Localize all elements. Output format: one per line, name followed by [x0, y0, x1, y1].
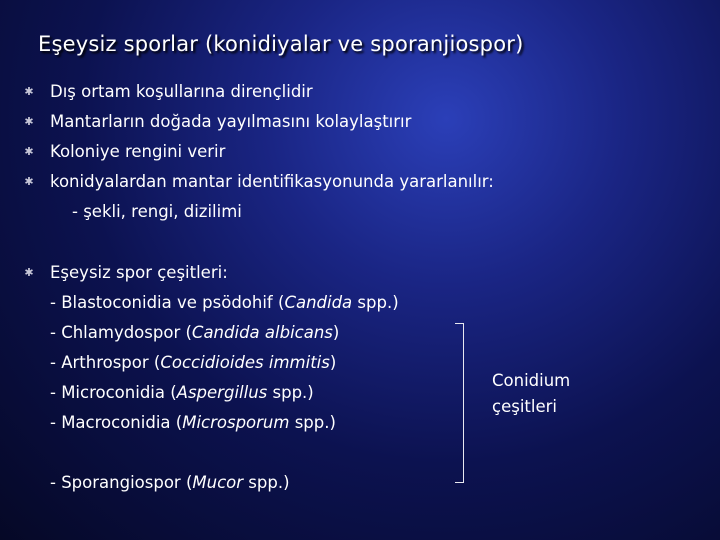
bullet-text: Dış ortam koşullarına dirençlidir	[50, 82, 313, 101]
spore-type: - Blastoconidia ve psödohif (Candida spp.)	[50, 293, 399, 312]
spore-type: - Arthrospor (Coccidioides immitis)	[50, 353, 337, 372]
spore-type: - Microconidia (Aspergillus spp.)	[50, 383, 314, 402]
bracket-label-line: çeşitleri	[492, 397, 557, 416]
bullet-text: konidyalardan mantar identifikasyonunda yararlanılır:	[50, 172, 494, 191]
identification-note: - şekli, rengi, dizilimi	[72, 202, 242, 221]
bullet-text: Mantarların doğada yayılmasını kolaylaştırır	[50, 112, 412, 131]
gear-icon: ✱	[24, 145, 34, 158]
bracket-label-line: Conidium	[492, 371, 571, 390]
bullet-text: Koloniye rengini verir	[50, 142, 226, 161]
gear-icon: ✱	[24, 266, 34, 279]
spore-type: - Sporangiospor (Mucor spp.)	[50, 473, 290, 492]
gear-icon: ✱	[24, 85, 34, 98]
types-heading: Eşeysiz spor çeşitleri:	[50, 263, 228, 282]
spore-type: - Macroconidia (Microsporum spp.)	[50, 413, 336, 432]
conidium-bracket	[453, 323, 464, 483]
gear-icon: ✱	[24, 115, 34, 128]
slide-title: Eşeysiz sporlar (konidiyalar ve sporanjiospor)	[38, 32, 524, 56]
gear-icon: ✱	[24, 175, 34, 188]
bracket-label	[492, 368, 570, 420]
spore-type: - Chlamydospor (Candida albicans)	[50, 323, 340, 342]
